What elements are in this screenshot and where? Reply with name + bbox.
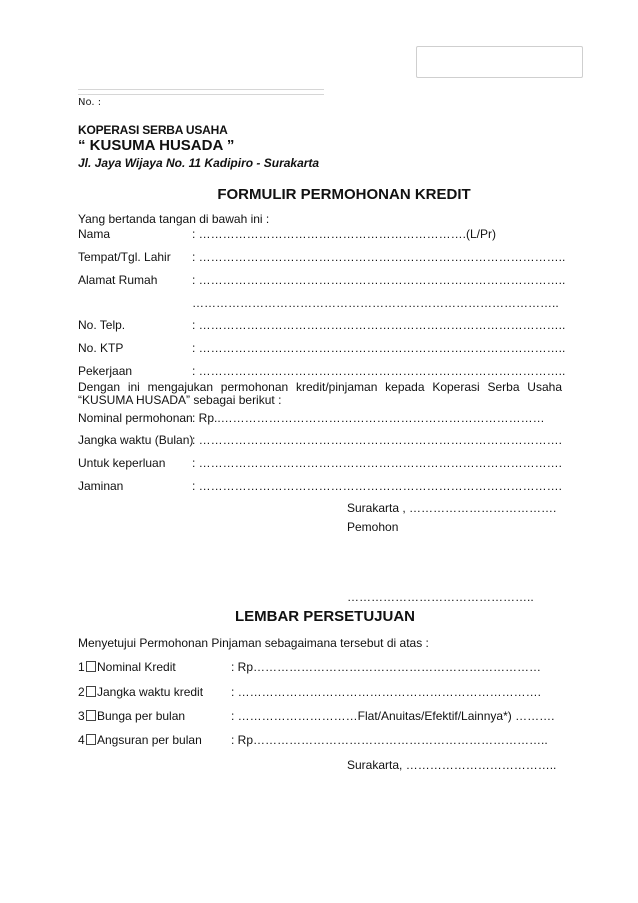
field-label-tempat-tgl-lahir: Tempat/Tgl. Lahir bbox=[78, 250, 171, 264]
field-value-alamat-rumah: : ……………………………………………………………………………….. bbox=[192, 273, 566, 287]
approval-label-bunga-per-bulan: Bunga per bulan bbox=[97, 709, 186, 723]
field-label-untuk-keperluan: Untuk keperluan bbox=[78, 456, 166, 470]
form-title: FORMULIR PERMOHONAN KREDIT bbox=[217, 186, 471, 203]
document-number-label: No. : bbox=[78, 97, 102, 108]
header-rule bbox=[78, 94, 324, 95]
organization-type: KOPERASI SERBA USAHA bbox=[78, 123, 228, 137]
approval-item-number: 2 bbox=[78, 685, 96, 699]
field-label-alamat-rumah: Alamat Rumah bbox=[78, 273, 158, 287]
place-date-form: Surakarta , ………………………………. bbox=[347, 501, 557, 515]
field-value-no-telp: : ……………………………………………………………………………….. bbox=[192, 318, 566, 332]
field-value-alamat-rumah-line2: ……………………………………………………………………………….. bbox=[192, 296, 559, 310]
field-value-jangka-waktu: : ………………………………………………………………………………. bbox=[192, 433, 563, 447]
field-label-nominal-permohonan: Nominal permohonan bbox=[78, 411, 193, 425]
field-value-untuk-keperluan: : ………………………………………………………………………………. bbox=[192, 456, 563, 470]
checkbox-icon bbox=[86, 710, 96, 721]
top-right-box bbox=[416, 46, 583, 78]
checkbox-icon bbox=[86, 686, 96, 697]
approval-value-nominal-kredit: : Rp……………………………………………………………… bbox=[231, 660, 542, 674]
approval-value-jangka-waktu-kredit: : …………………………………………………………………. bbox=[231, 685, 542, 699]
applicant-label: Pemohon bbox=[347, 520, 399, 534]
checkbox-icon bbox=[86, 734, 96, 745]
field-label-jaminan: Jaminan bbox=[78, 479, 124, 493]
field-label-jangka-waktu: Jangka waktu (Bulan) bbox=[78, 433, 194, 447]
form-intro: Yang bertanda tangan di bawah ini : bbox=[78, 212, 270, 226]
header-rule bbox=[78, 89, 324, 90]
place-date-approval: Surakarta, ……………………………….. bbox=[347, 758, 557, 772]
field-label-pekerjaan: Pekerjaan bbox=[78, 364, 133, 378]
field-value-nama: : ………………………………………………………….(L/Pr) bbox=[192, 227, 497, 241]
approval-item-number: 4 bbox=[78, 733, 96, 747]
approval-label-nominal-kredit: Nominal Kredit bbox=[97, 660, 176, 674]
field-label-no-telp: No. Telp. bbox=[78, 318, 126, 332]
approval-value-angsuran-per-bulan: : Rp……………………………………………………………….. bbox=[231, 733, 548, 747]
field-value-nominal-permohonan: : Rp..……………………………………………………………………… bbox=[192, 411, 545, 425]
field-value-tempat-tgl-lahir: : ……………………………………………………………………………….. bbox=[192, 250, 566, 264]
field-label-no-ktp: No. KTP bbox=[78, 341, 124, 355]
approval-item-number: 1 bbox=[78, 660, 96, 674]
signature-line: ……………………………………….. bbox=[347, 590, 534, 604]
checkbox-icon bbox=[86, 661, 96, 672]
approval-value-bunga-per-bulan: : …………………………Flat/Anuitas/Efektif/Lainnya*) ………. bbox=[231, 709, 555, 723]
field-value-no-ktp: : ……………………………………………………………………………….. bbox=[192, 341, 566, 355]
field-label-nama: Nama bbox=[78, 227, 111, 241]
field-value-jaminan: : ………………………………………………………………………………. bbox=[192, 479, 563, 493]
approval-intro: Menyetujui Permohonan Pinjaman sebagaimana tersebut di atas : bbox=[78, 636, 429, 650]
field-value-pekerjaan: : ……………………………………………………………………………….. bbox=[192, 364, 566, 378]
approval-item-number: 3 bbox=[78, 709, 96, 723]
organization-address: Jl. Jaya Wijaya No. 11 Kadipiro - Surakarta bbox=[78, 156, 320, 170]
request-paragraph: Dengan ini mengajukan permohonan kredit/pinjaman kepada Koperasi Serba Usaha “KUSUMA HUSADA” sebagai berikut : bbox=[78, 380, 562, 407]
approval-label-angsuran-per-bulan: Angsuran per bulan bbox=[97, 733, 202, 747]
organization-name: “ KUSUMA HUSADA ” bbox=[78, 137, 235, 154]
approval-label-jangka-waktu-kredit: Jangka waktu kredit bbox=[97, 685, 204, 699]
approval-title: LEMBAR PERSETUJUAN bbox=[234, 608, 415, 625]
